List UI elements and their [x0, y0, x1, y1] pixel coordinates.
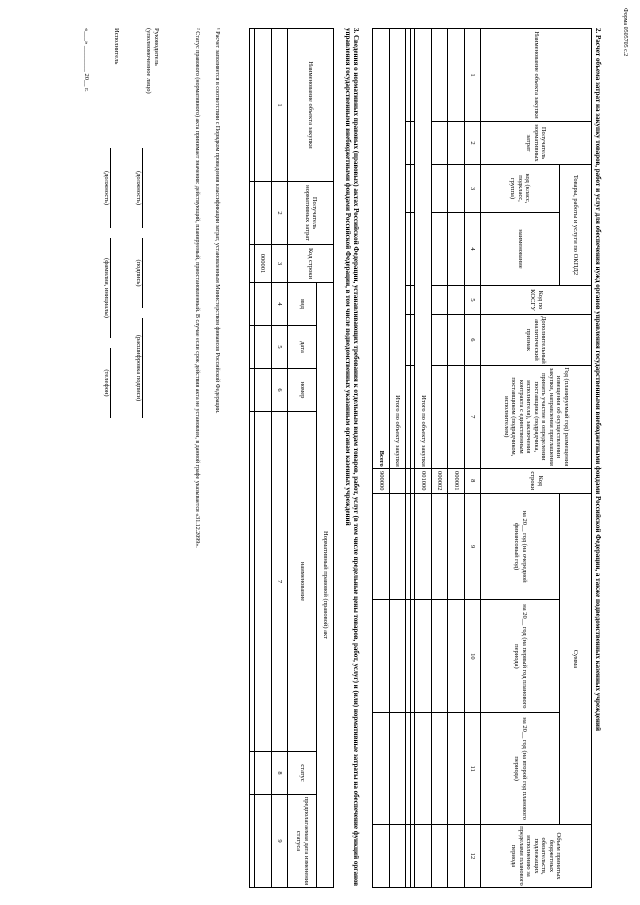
signature-caption: (подпись) [135, 238, 143, 308]
col-header-sum: Сумма [559, 493, 591, 824]
table-row [448, 29, 464, 888]
col-num: 1 [464, 29, 480, 122]
col-num: 10 [464, 600, 480, 713]
table-row [415, 29, 431, 888]
total-object-label: Итого по объекту закупки [389, 29, 405, 469]
col-num: 5 [271, 326, 288, 369]
col-header-additional: Дополнительный аналитический признак [481, 315, 592, 366]
col-header-object: Наименование объекта закупки [288, 29, 334, 182]
head-sublabel: (уполномоченное лицо) [145, 28, 152, 94]
executor-label: Исполнитель [113, 28, 120, 65]
col-header-kind: вид [288, 283, 317, 326]
col-num: 4 [464, 213, 480, 286]
form-code: Форма 0505705 с.2 [622, 8, 628, 57]
position-caption: (должность) [135, 148, 143, 228]
col-header-recipient: Получатель нормативных затрат [481, 122, 592, 165]
col-header-sum-2: на 20__ год (на первый год планового периода) [481, 600, 559, 713]
phone-caption: (телефон) [103, 348, 111, 418]
table-row [254, 29, 271, 888]
line-code: 900000 [373, 468, 390, 493]
col-header-object: Наименование объекта закупки [481, 29, 592, 122]
line-code: 000001 [254, 245, 271, 283]
decoding-caption: (расшифровка подписи) [135, 318, 143, 418]
line-code: 000001 [448, 468, 464, 493]
total-label: Всего [373, 29, 390, 469]
col-header-legal-act: Нормативный правовой (правовой) акт [317, 283, 334, 888]
col-num: 8 [271, 752, 288, 795]
col-header-number: номер [288, 369, 317, 412]
col-num: 3 [464, 165, 480, 213]
head-label: Руководитель [153, 28, 160, 66]
col-header-year: Год (планируемый год) размещения извещения об осуществлении закупки, направления приглашения принять участие в определении поставщика (подрядчика, исполнителя), заключения контракта с единственным поставщиком (подрядчиком, исполнителем) [481, 365, 592, 468]
section-2-heading: 2. Расчет объема затрат на закупку товаров, работ и услуг для обеспечения нужд органов управления государственными внебюджетными фондами Российской Федерации, а также подведомственных казенных учреждений [594, 28, 602, 731]
col-num: 9 [271, 795, 288, 888]
footnote-1: ¹ Расчет заполняется в соответствии с Порядком проведения классификации затрат, установленным Министерством финансов Российской Федерации. [214, 28, 220, 414]
table-row [373, 29, 390, 888]
col-num: 8 [464, 468, 480, 493]
col-num: 5 [464, 286, 480, 315]
col-header-kosgu: Код по КОСГУ [481, 286, 592, 315]
col-num: 12 [464, 825, 480, 888]
date-line: «___» ________ 20__ г. [83, 28, 90, 92]
col-header-date: дата [288, 326, 317, 369]
col-header-volume: Объем принятых бюджетных обязательств, подлежащих исполнению за пределами планового периода [481, 825, 592, 888]
rotated-content [15, 0, 640, 900]
col-num: 6 [271, 369, 288, 412]
col-header-sum-1: на 20__ год (на очередной финансовый год) [481, 493, 559, 600]
col-num: 6 [464, 315, 480, 366]
total-object-label: Итого по объекту закупки [415, 29, 431, 469]
table-row [389, 29, 405, 888]
col-num: 1 [271, 29, 288, 182]
col-num: 11 [464, 713, 480, 825]
table-row [250, 29, 255, 888]
col-num: 2 [464, 122, 480, 165]
footnote-2: ² Статус правового (нормативного) акта принимает значения: действующий, планируемый, приостановленный. В случае если срок действия акта не установлен, в данной графе указывается «31.12.2099». [194, 28, 200, 548]
col-header-line-code: Код строки [481, 468, 592, 493]
col-header-line-code: Код строки [288, 245, 334, 283]
executor-name-caption: (фамилия, инициалы) [103, 238, 111, 338]
line-code: 000002 [431, 468, 447, 493]
col-num: 7 [271, 412, 288, 752]
col-num: 7 [464, 365, 480, 468]
col-header-name: наименование [288, 412, 317, 752]
col-header-sum-3: на 20__ год (на второй год планового периода) [481, 713, 559, 825]
col-header-name: наименование [481, 213, 559, 286]
expenses-table [372, 28, 592, 888]
col-header-recipient: Получатель нормативных затрат [288, 182, 334, 245]
col-header-goods-group: Товары, работы и услуги по ОКПД2 [559, 165, 591, 286]
col-header-status: статус [288, 752, 317, 795]
col-num: 2 [271, 182, 288, 245]
line-code: 001000 [415, 468, 431, 493]
table-row [410, 29, 415, 888]
col-header-change-date: предполагаемая дата изменения статуса [288, 795, 317, 888]
col-num: 3 [271, 245, 288, 283]
col-num: 9 [464, 493, 480, 600]
col-header-type: код (класс, подкласс, группа) [481, 165, 559, 213]
legal-acts-table [249, 28, 334, 888]
section-3-heading: 3. Сведения о нормативных правовых (правовых) актах Российской Федерации, устанавливающих требования к отдельным видам товаров, работ, услуг (в том числе предельные цены товаров, работ, услуг) и (или) нормативные затраты на обеспечение функций органов управления государственными внебюджетными фондами Российской Федерации, в том числе подведомственных указанным органам казенных учреждений [344, 28, 360, 887]
col-num: 4 [271, 283, 288, 326]
executor-position-caption: (должность) [103, 148, 111, 228]
table-row [406, 29, 411, 888]
table-row [431, 29, 447, 888]
